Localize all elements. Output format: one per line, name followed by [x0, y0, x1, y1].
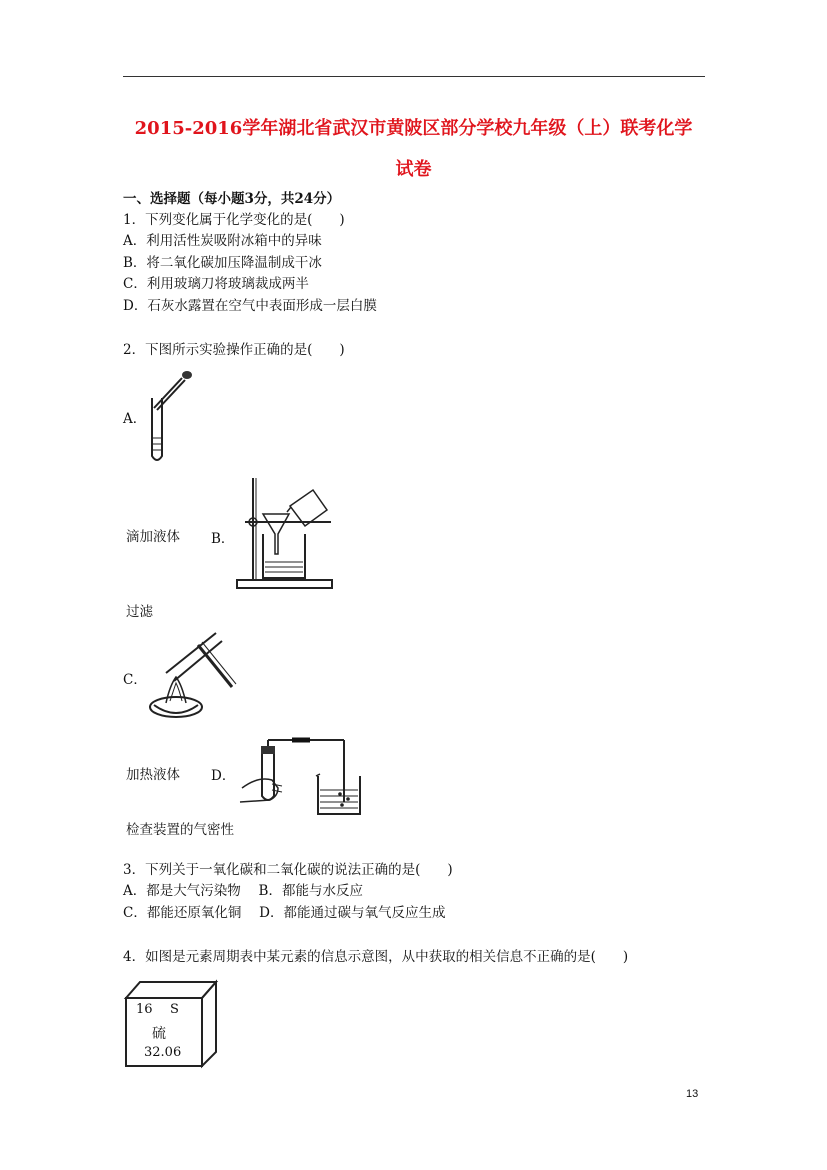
- q2-option-c-label: C．: [123, 672, 147, 688]
- exam-title-line1: 2015-2016学年湖北省武汉市黄陂区部分学校九年级（上）联考化学: [134, 118, 693, 139]
- page-number: 13: [686, 1088, 699, 1100]
- element-atomic-number: 16: [136, 1002, 153, 1017]
- header-rule: [123, 76, 705, 77]
- filtration-illustration: [235, 476, 335, 592]
- q3-stem: 3．下列关于一氧化碳和二氧化碳的说法正确的是( ): [123, 862, 453, 878]
- element-atomic-mass: 32.06: [144, 1045, 182, 1060]
- q3-options-row1: A．都是大气污染物 B．都能与水反应: [123, 883, 363, 899]
- q2-option-b-label: B．: [211, 531, 235, 547]
- q1-option-a: A．利用活性炭吸附冰箱中的异味: [123, 233, 322, 249]
- q2-option-a-caption: 滴加液体: [126, 529, 180, 545]
- q2-option-d-label: D．: [211, 768, 236, 784]
- element-symbol: S: [170, 1002, 179, 1017]
- q2-option-c-caption: 加热液体: [126, 767, 180, 783]
- airtightness-check-illustration: [238, 732, 368, 816]
- q1-option-b: B．将二氧化碳加压降温制成干冰: [123, 255, 322, 271]
- section-heading: 一、选择题（每小题3分，共24分）: [123, 191, 341, 207]
- q1-option-c: C．利用玻璃刀将玻璃裁成两半: [123, 276, 309, 292]
- q2-option-d-caption: 检查装置的气密性: [126, 822, 234, 838]
- q4-stem: 4．如图是元素周期表中某元素的信息示意图，从中获取的相关信息不正确的是( ): [123, 949, 629, 965]
- q2-option-a-label: A．: [123, 411, 147, 427]
- q2-stem: 2．下图所示实验操作正确的是( ): [123, 342, 345, 358]
- heating-liquid-illustration: [146, 625, 238, 723]
- q2-option-b-caption: 过滤: [126, 604, 153, 620]
- q1-stem: 1．下列变化属于化学变化的是( ): [123, 212, 345, 228]
- dropper-testtube-illustration: [140, 368, 200, 468]
- element-name: 硫: [152, 1026, 166, 1042]
- exam-title-line2: 试卷: [395, 159, 432, 180]
- q1-option-d: D．石灰水露置在空气中表面形成一层白膜: [123, 298, 377, 314]
- q3-options-row2: C．都能还原氧化铜 D．都能通过碳与氧气反应生成: [123, 905, 446, 921]
